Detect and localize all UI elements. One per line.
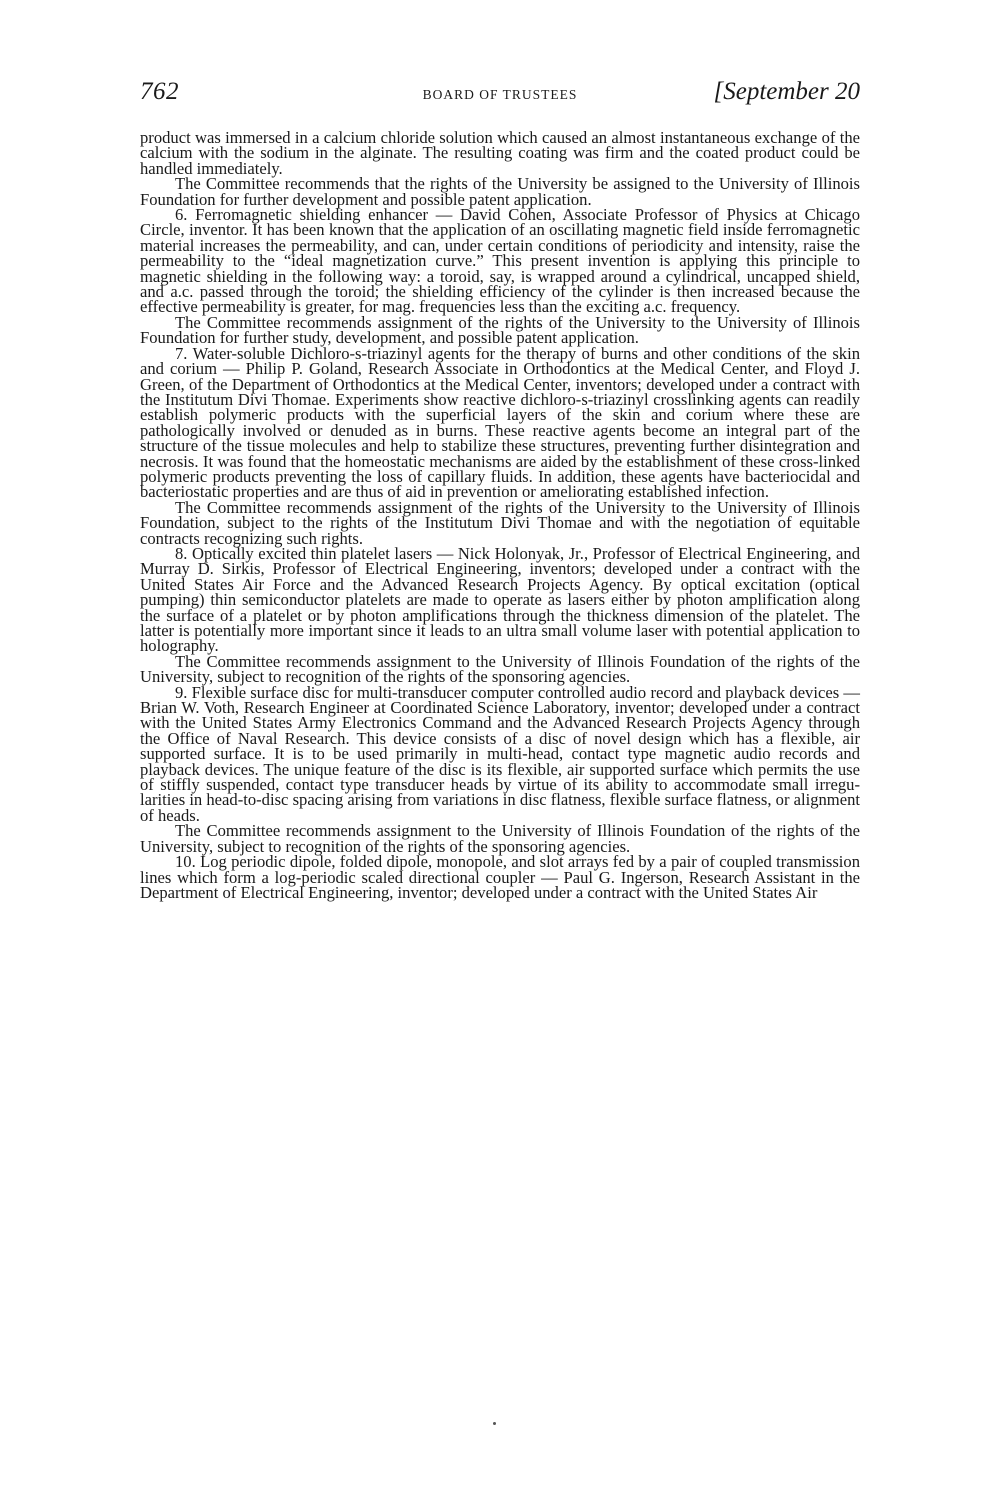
paragraph-item-8: 8. Optically excited thin platelet lasers — Nick Holonyak, Jr., Professor of Electrical Engineering, and Murray D. Sirkis, Professor of Electrical Engineering, inventors; developed under a contract with the United States Air Force and the Advanced Research Projects Agency. By optical excitation (optical pumping) thin semiconductor platelets are made to operate as lasers either by photon amplification along the surface of a platelet or by photon amplifications through the thickness dimension of the platelet. The latter is potentially more important since it leads to an ultra small volume laser with potential application to holography. <box>140 543 860 656</box>
page-header <box>140 78 860 118</box>
paragraph-continuation: product was immersed in a calcium chloride solution which caused an almost instantaneous exchange of the calcium with the sodium in the alginate. The resulting coating was firm and the coated product could be handled immediately. <box>140 128 860 178</box>
paragraph-recommendation: The Committee recommends assignment to the University of Illinois Foundation of the rights of the University, subject to recognition of the rights of the sponsoring agencies. <box>140 821 860 856</box>
paragraph-item-6: 6. Ferromagnetic shielding enhancer — David Cohen, Associate Professor of Physics at Chicago Circle, inventor. It has been known that the application of an oscillating magnetic field inside ferromagnetic material increases the permeability, and can, under certain conditions of periodicity and intensity, raise the permeability to the “ideal magnetization curve.” This present invention is applying this principle to magnetic shielding in the following way: a toroid, say, is wrapped around a cylindrical, uncapped shield, and a.c. passed through the toroid; the shielding efficiency of the cylinder is then increased because the effective permeability is greater, for mag. frequencies less than the exciting a.c. frequency. <box>140 205 860 317</box>
paragraph-item-7: 7. Water-soluble Dichloro-s-triazinyl agents for the therapy of burns and other conditions of the skin and corium — Philip P. Goland, Research Associate in Orthodontics at the Medical Center, and Floyd J. Green, of the Department of Orthodontics at the Medical Center, inventors; developed under a contract with the Institutum Divi Thomae. Experiments show reactive dichloro-s-triazinyl crosslinking agents can readily establish polymeric products with the superficial layers of the skin and corium where these are pathologically involved or denuded as in burns. These reactive agents become an integral part of the structure of the tissue molecules and help to stabilize these structures, preventing further disintegration and necrosis. It was found that the homeostatic mechanisms are aided by the establishment of these cross-linked polymeric products preventing the loss of capillary fluids. In addition, these agents have bacteriocidal and bacteriostatic properties and are thus of aid in prevention or ameliorating established infection. <box>140 343 860 502</box>
paragraph-recommendation: The Committee recommends assignment to the University of Illinois Foundation of the rights of the University, subject to recognition of the rights of the sponsoring agencies. <box>140 651 860 687</box>
paragraph-recommendation: The Committee recommends assignment of the rights of the University to the University of Illinois Foundation for further study, development, and possible patent application. <box>140 312 860 348</box>
footer-mark <box>493 1422 496 1425</box>
header-date: [September 20 <box>713 78 860 105</box>
paragraph-recommendation: The Committee recommends assignment of the rights of the University to the University of Illinois Foundation, subject to the rights of the Institutum Divi Thomae and with the negotiation of equitable contracts recognizing such rights. <box>140 497 860 548</box>
running-head: BOARD OF TRUSTEES <box>422 87 578 102</box>
page-number: 762 <box>140 78 179 105</box>
paragraph-item-9: 9. Flexible surface disc for multi-transducer computer controlled audio record and playback devices — Brian W. Voth, Research Engineer at Coordinated Science Laboratory, inventor; developed under a contract with the United States Army Electronics Command and the Advanced Research Projects Agency through the Office of Naval Research. This device consists of a disc of novel design which has a flexible, air supported surface. It is to be used primarily in multi-head, contact type magnetic audio records and playback devices. The unique feature of the disc is its flexible, air supported surface which permits the use of stiffly suspended, contact type transducer heads by virtue of its ability to accommodate small irregularities in head-to-disc spacing arising from variations in disc flatness, flexible surface flatness, or alignment of heads. <box>140 682 860 825</box>
paragraph-item-10: 10. Log periodic dipole, folded dipole, monopole, and slot arrays fed by a pair of coupled transmission lines which form a log-periodic scaled directional coupler — Paul G. Ingerson, Research Assistant in the Department of Electrical Engineering, inventor; developed under a contract with the United States Air <box>140 852 860 902</box>
body-text <box>140 130 860 900</box>
paragraph-recommendation: The Committee recommends that the rights of the University be assigned to the University of Illinois Foundation for further development and possible patent application. <box>140 174 860 209</box>
